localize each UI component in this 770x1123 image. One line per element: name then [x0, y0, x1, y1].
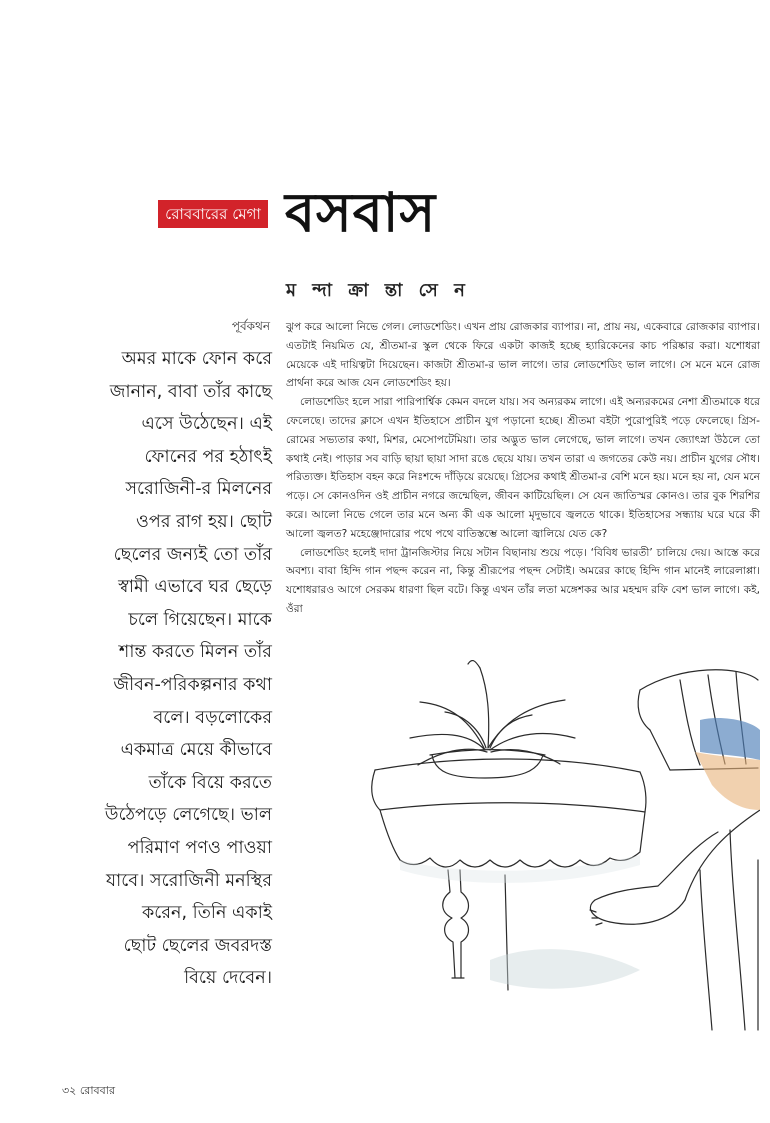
preface-line: অমর মাকে ফোন করে [121, 349, 272, 369]
preface-text [86, 343, 272, 995]
preface-line: ছেলের জন্যই তো তাঁর [113, 544, 272, 565]
preface-line: স্বামী এভাবে ঘর ছেড়ে [118, 577, 272, 598]
preface-line: বলে। বড়লোকের [153, 707, 272, 728]
body-paragraph: লোডশেডিং হলে সারা পারিপার্শ্বিক কেমন বদলে যায়। সব অন্যরকম লাগে। এই অন্যরকমের নেশা শ্রীতমাকে ধরে ফেলেছে। তাদের ক্লাসে এখন ইতিহাসে প্রাচীন যুগ পড়ানো হচ্ছে। শ্রীতমা বইটা পুরোপুরিই পড়ে ফেলেছে। গ্রিস-রোমের সভ্যতার কথা, মিশর, মেসোপটেমিয়া। তার অদ্ভুত ভাল লেগেছে, ভাল লাগে। তখন জ্যোৎস্না উঠলে তো কথাই নেই। পাড়ার সব বাড়ি ছায়া ছায়া সাদা রঙে ছেয়ে যায়। তখন তারা এ জগতের কেউ নয়। প্রাচীন যুগের সৌধ। পরিত্যক্ত। ইতিহাস বহন করে নিঃশব্দে দাঁড়িয়ে রয়েছে। গ্রিসের কথাই শ্রীতমা-র বেশি মনে হয়। মনে হয় না, যেন মনে পড়ে। সে কোনওদিন ওই প্রাচীন নগরে জন্মেছিল, জীবন কাটিয়েছিল। সে যেন জাতিস্মর কোনও। তার বুক শিরশির করে। আলো নিভে গেলে তার মনে অন্য কী এক আলো মৃদুভাবে জ্বলতে থাকে। ইতিহাসের সন্ধ্যায় ঘরে ঘরে কী আলো জ্বলত? মহেঞ্জোদারোর পথে পথে বাতিস্তম্ভে আলো জ্বালিয়ে যেত কে? [286, 396, 760, 540]
preface-line: পরিমাণ পণও পাওয়া [127, 837, 272, 858]
preface-line: জানান, বাবা তাঁর কাছে [109, 381, 272, 402]
preface-line: একমাত্র মেয়ে কীভাবে [120, 740, 272, 761]
magazine-name: রোববার [79, 1084, 116, 1097]
preface-line: ওপর রাগ হয়। ছোট [135, 511, 272, 532]
author-name: ম ন্দা ক্রা ন্তা সে ন [286, 280, 470, 301]
story-title: বসবাস [285, 181, 437, 244]
preface-line: সরোজিনী-র মিলনের [125, 479, 272, 500]
preface-line: জীবন-পরিকল্পনার কথা [113, 674, 272, 695]
preface-line: তাঁকে বিয়ে করতে [148, 772, 272, 793]
page-number: ৩২ [62, 1084, 77, 1097]
preface-line: বিয়ে দেবেন। [184, 968, 272, 989]
room-illustration [340, 660, 760, 1040]
page-footer [62, 1082, 115, 1101]
story-body [286, 318, 760, 619]
preface-line: এসে উঠেছেন। এই [141, 414, 272, 435]
body-paragraph: লোডশেডিং হলেই দাদা ট্রানজিস্টার নিয়ে সটান বিছানায় শুয়ে পড়ে। ‘বিবিধ ভারতী’ চালিয়ে দেয়। আস্তে করে অবশ্য। বাবা হিন্দি গান পছন্দ করেন না, কিন্তু শ্রীরূপের পছন্দ সেটাই। অমরের কাছে হিন্দি গান মানেই লারেলাপ্পা। যশোধরারও আগে সেরকম ধারণা ছিল বটে। কিন্তু এখন তাঁর লতা মঙ্গেশকর আর মহম্মদ রফি বেশ ভাল লাগে। কই, ওঁরা [286, 546, 760, 615]
preface-line: চলে গিয়েছেন। মাকে [128, 609, 272, 630]
preface-line: উঠেপড়ে লেগেছে। ভাল [104, 805, 272, 826]
section-label: রোববারের মেগা [158, 200, 268, 228]
preface-line: যাবে। সরোজিনী মনস্থির [106, 870, 272, 891]
preface-line: ছোট ছেলের জবরদস্ত [123, 935, 272, 956]
preface-line: শান্ত করতে মিলন তাঁর [118, 642, 272, 663]
preface-line: করেন, তিনি একাই [141, 903, 272, 924]
body-paragraph: ঝুপ করে আলো নিভে গেল। লোডশেডিং। এখন প্রায় রোজকার ব্যাপার। না, প্রায় নয়, একেবারে রোজকার ব্যাপার। এতটাই নিয়মিত যে, শ্রীতমা-র স্কুল থেকে ফিরে একটা কাজই হচ্ছে হ্যারিকেনের কাচ পরিষ্কার করা। যশোধরা মেয়েকে এই দায়িত্বটা দিয়েছেন। কাজটা শ্রীতমা-র ভাল লাগে। তার লোডশেডিং ভাল লাগে। সে মনে মনে রোজ প্রার্থনা করে আজ যেন লোডশেডিং হয়। [286, 321, 760, 390]
preface-line: ফোনের পর হঠাৎই [144, 446, 272, 467]
preface-label: পূর্বকথন [231, 319, 270, 333]
